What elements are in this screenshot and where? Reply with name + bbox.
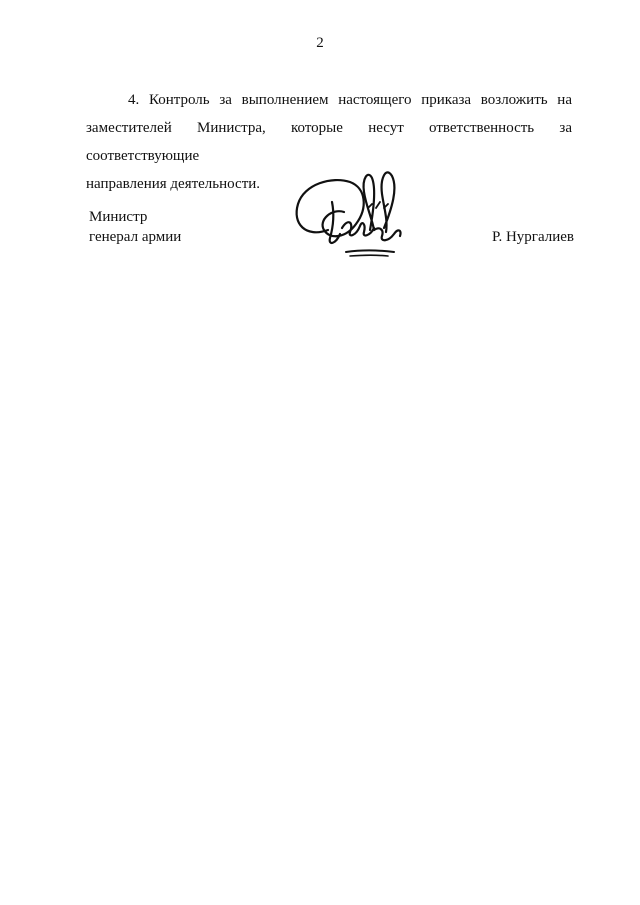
paragraph-line: заместителей Министра, которые несут ответственность за соответствующие bbox=[86, 120, 572, 164]
paragraph-line: направления деятельности. bbox=[86, 176, 261, 192]
signatory-rank: генерал армии bbox=[89, 229, 182, 245]
signatory-title: Министр bbox=[89, 209, 148, 225]
page-number: 2 bbox=[316, 35, 324, 51]
signatory-position bbox=[89, 207, 181, 247]
paragraph-line: 4. Контроль за выполнением настоящего приказа возложить на bbox=[128, 92, 572, 108]
signer-name: Р. Нургалиев bbox=[492, 229, 574, 245]
handwritten-signature-icon bbox=[288, 168, 418, 264]
